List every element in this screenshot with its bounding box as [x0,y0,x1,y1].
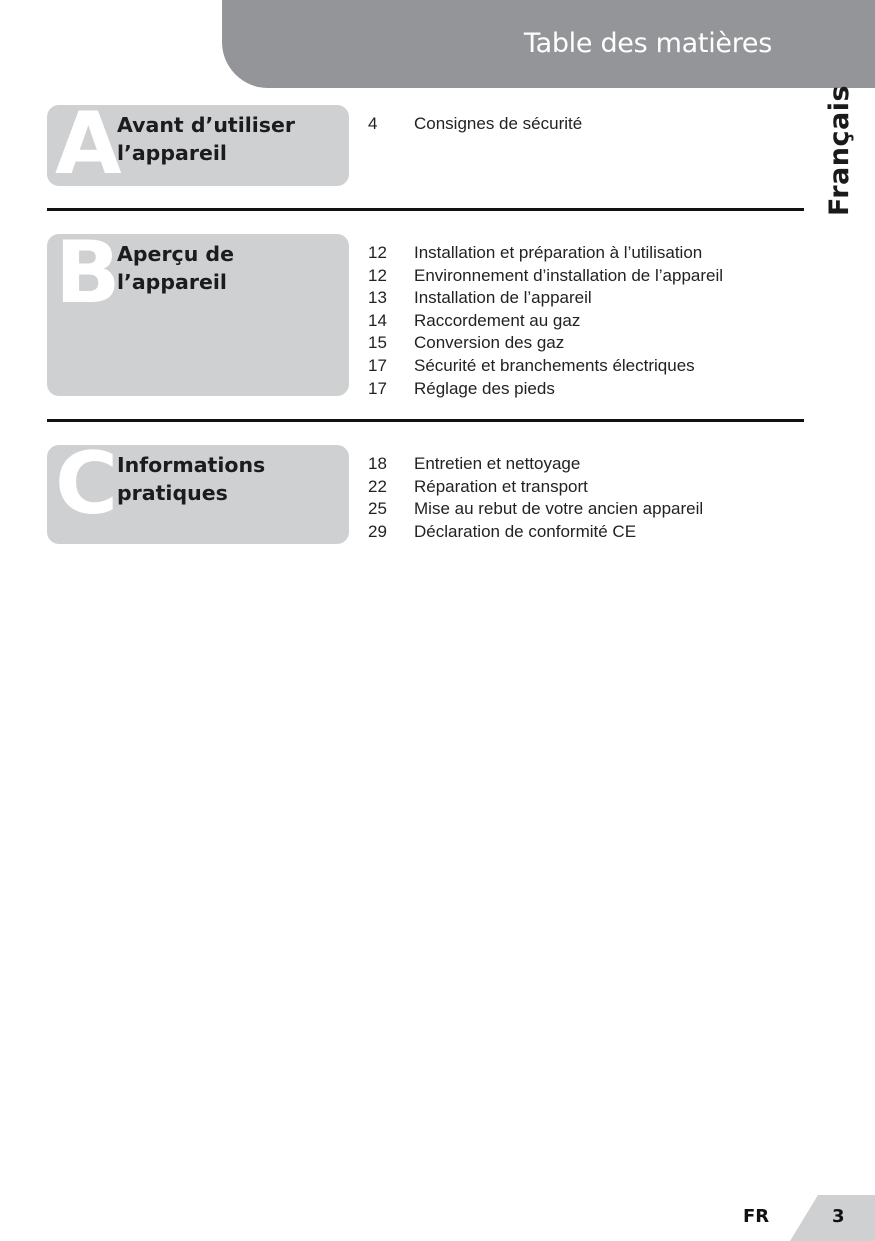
toc-page-number: 22 [368,476,387,496]
header-tab [222,0,875,88]
section-title-line: pratiques [117,481,228,505]
toc-entry-text: Mise au rebut de votre ancien appareil [414,499,704,519]
toc-entry-text: Réparation et transport [414,476,588,496]
section-b-box [47,234,349,396]
section-divider [47,419,804,422]
toc-page-number: 17 [368,378,387,398]
toc-entry[interactable] [368,355,723,378]
toc-entry[interactable] [368,332,723,355]
toc-entry[interactable] [368,453,703,476]
section-b-title [117,240,342,296]
page-title: Table des matières [523,28,772,59]
toc-page-number: 4 [368,114,378,133]
toc-entry-text: Entretien et nettoyage [414,454,581,473]
toc-entry[interactable] [368,498,703,521]
toc-entry-text: Installation de l’appareil [414,288,592,308]
side-language-text: Français [824,84,855,216]
toc-entry[interactable] [368,265,723,288]
toc-page-number: 17 [368,355,387,375]
toc-entry[interactable] [368,378,723,401]
section-c-title [117,451,342,507]
footer-language-code: FR [743,1206,770,1227]
toc-page-number: 18 [368,454,387,473]
toc-page-number: 25 [368,499,387,519]
toc-page-number: 13 [368,288,387,308]
section-c [47,445,804,545]
toc-entry-text: Sécurité et branchements électriques [414,355,695,375]
section-b-toc [368,242,723,400]
section-a [47,105,804,205]
section-c-letter: C [55,445,119,534]
toc-entry[interactable] [368,476,703,499]
toc-entry-text: Raccordement au gaz [414,310,581,330]
toc-entry[interactable] [368,113,582,136]
footer-page-number: 3 [832,1206,845,1227]
section-title-line: Aperçu de l’appareil [117,242,235,294]
toc-entry-text: Réglage des pieds [414,378,555,398]
toc-entry[interactable] [368,242,723,265]
toc-entry[interactable] [368,287,723,310]
toc-entry-text: Environnement d’installation de l’appareil [414,265,724,285]
toc-entry-text: Conversion des gaz [414,333,565,353]
toc-page-number: 12 [368,243,387,262]
toc-page-number: 12 [368,265,387,285]
section-a-box [47,105,349,186]
section-title-line: Informations [117,453,266,477]
toc-page-number: 15 [368,333,387,353]
toc-entry-text: Installation et préparation à l’utilisation [414,243,703,262]
section-a-toc [368,113,582,136]
section-divider [47,208,804,211]
toc-entry[interactable] [368,310,723,333]
section-a-letter: A [55,105,122,186]
section-title-line: Avant d’utiliser [117,113,296,137]
section-title-line: l’appareil [117,141,227,165]
section-b-letter: B [55,234,121,323]
section-a-title [117,111,342,167]
toc-page-number: 14 [368,310,387,330]
toc-entry-text: Consignes de sécurité [414,114,583,133]
toc-entry[interactable] [368,521,703,544]
toc-page-number: 29 [368,521,387,541]
toc-entry-text: Déclaration de conformité CE [414,521,637,541]
section-b [47,234,804,399]
section-c-box [47,445,349,544]
section-c-toc [368,453,703,543]
